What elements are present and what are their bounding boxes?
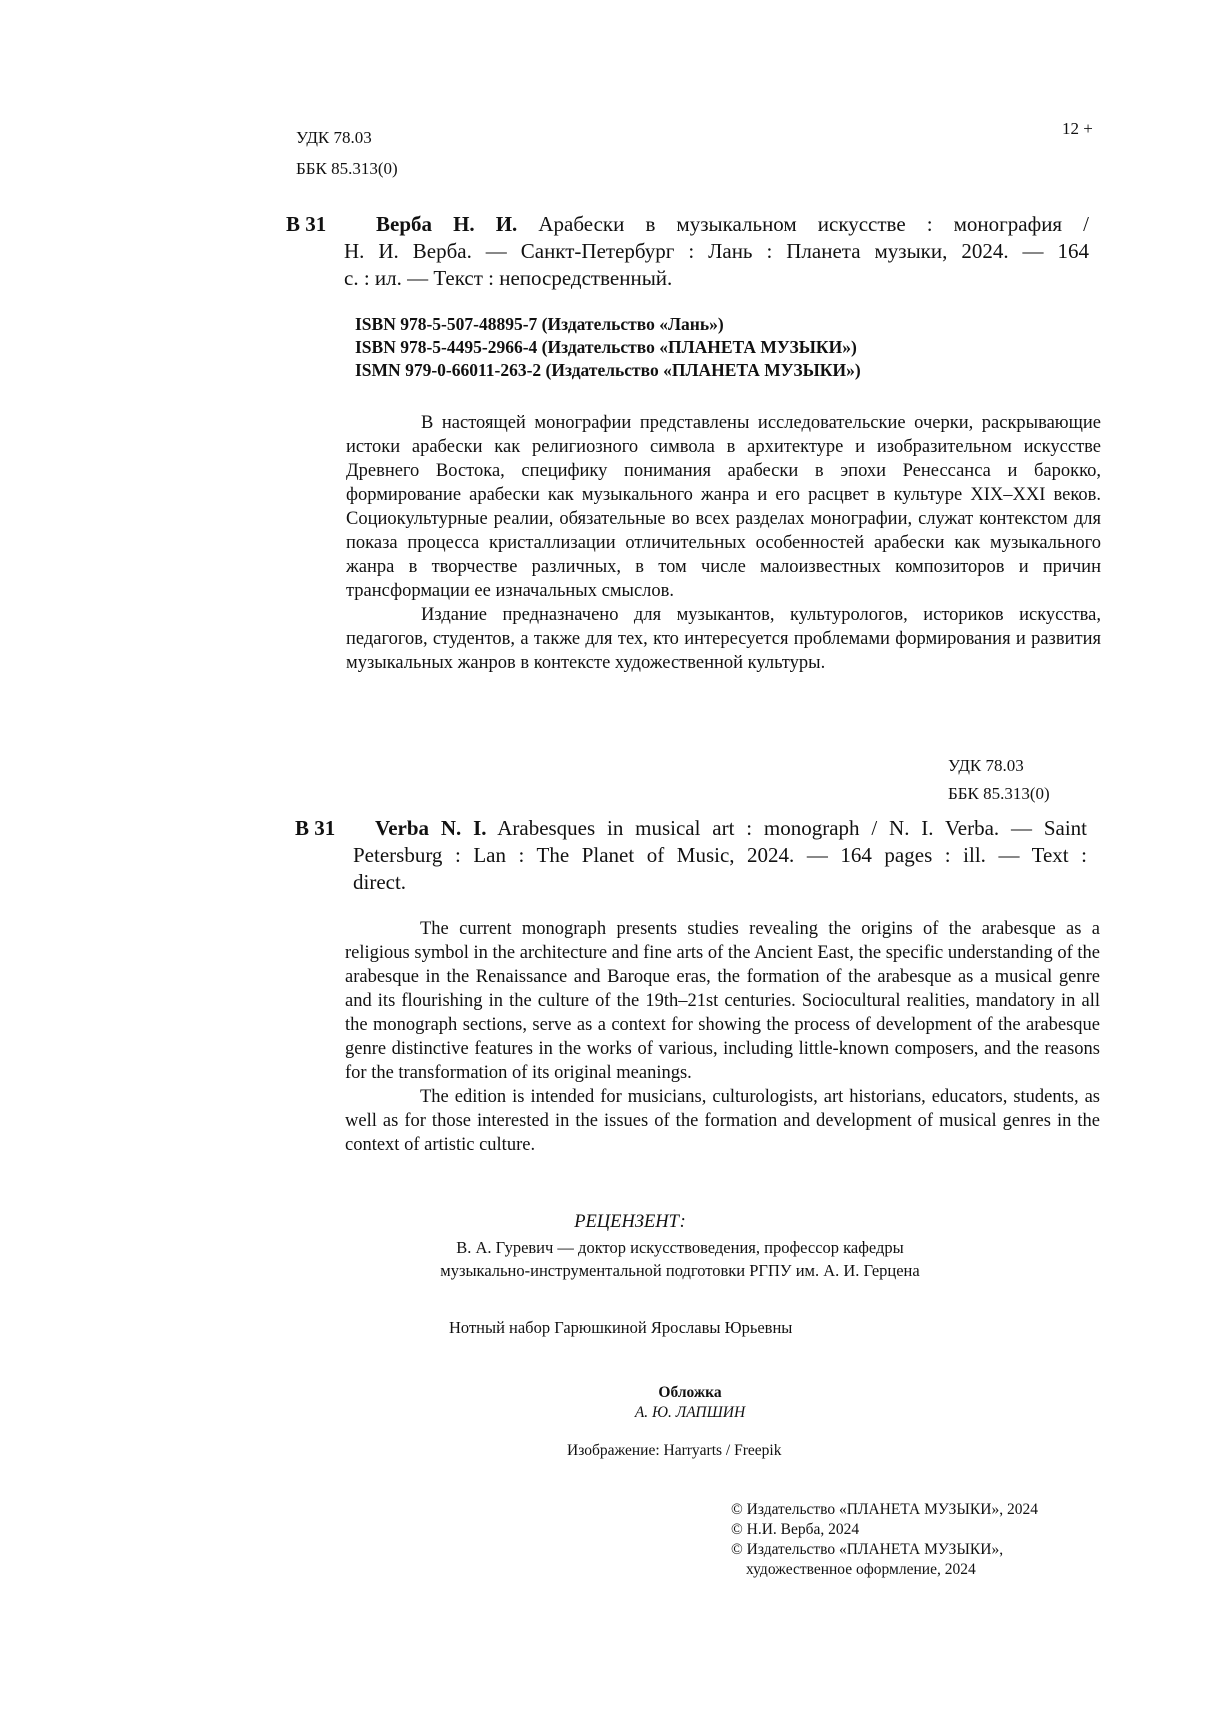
author-en: Verba N. I. — [375, 816, 487, 840]
abstract-en-p2: The edition is intended for musicians, culturologists, art historians, educators, students, as well as for those interested in the issues of the formation and development of musical genres in the context of artistic culture. — [345, 1087, 1100, 1155]
copyright-design-cont: художественное оформление, 2024 — [746, 1561, 976, 1578]
copyright-design: © Издательство «ПЛАНЕТА МУЗЫКИ», — [731, 1541, 1004, 1558]
cipher-en: В 31 — [295, 816, 336, 840]
ismn-planeta: ISMN 979-0-66011-263-2 (Издательство «ПЛАНЕТА МУЗЫКИ») — [355, 360, 861, 380]
abstract-en — [345, 917, 1100, 1157]
reviewer-line1: В. А. Гуревич — доктор искусствоведения, профессор кафедры — [456, 1238, 904, 1257]
udk-en: УДК 78.03 — [948, 756, 1024, 775]
bib-en-line3: direct. — [353, 870, 407, 894]
reviewer-heading: РЕЦЕНЗЕНТ: — [574, 1212, 686, 1232]
bib-record-ru — [376, 211, 1089, 238]
abstract-ru-p2: Издание предназначено для музыкантов, культурологов, историков искусства, педагогов, студентов, а также для тех, кто интересуется проблемами формирования и развития музыкальных жанров в контексте художественной культуры. — [346, 605, 1101, 673]
udk-ru: УДК 78.03 — [296, 128, 372, 147]
reviewer-line2: музыкально-инструментальной подготовки РГПУ им. А. И. Герцена — [440, 1261, 920, 1280]
abstract-ru-p1: В настоящей монографии представлены исследовательские очерки, раскрывающие истоки арабески как религиозного символа в архитектуре и изобразительном искусстве Древнего Востока, специфику понимания арабески в эпохи Ренессанса и барокко, формирование арабески как музыкального жанра и его расцвет в культуре XIX–XXI веков. Социокультурные реалии, обязательные во всех разделах монографии, служат контекстом для показа процесса кристаллизации отличительных особенностей арабески как музыкального жанра в творчестве различных, в том числе малоизвестных композиторов и причин трансформации ее изначальных смыслов. — [346, 413, 1101, 601]
isbn-lan: ISBN 978-5-507-48895-7 (Издательство «Лань») — [355, 314, 724, 334]
cover-designer: А. Ю. ЛАПШИН — [634, 1404, 746, 1421]
abstract-en-p1: The current monograph presents studies revealing the origins of the arabesque as a religious symbol in the architecture and fine arts of the Ancient East, the specific understanding of the arabesque in the Renaissance and Baroque eras, the formation of the arabesque as a musical genre and its flourishing in the culture of the 19th–21st centuries. Sociocultural realities, mandatory in all the monograph sections, serve as a context for showing the process of development of the arabesque genre distinctive features in the works of various, including little-known composers, and the reasons for the transformation of its original meanings. — [345, 919, 1100, 1083]
cover-heading: Обложка — [658, 1384, 722, 1401]
copyright-author: © Н.И. Верба, 2024 — [731, 1521, 860, 1538]
bib-ru-line2: Н. И. Верба. — Санкт-Петербург : Лань : Планета музыки, 2024. — 164 — [344, 239, 1089, 263]
music-typesetting: Нотный набор Гарюшкиной Ярославы Юрьевны — [449, 1318, 793, 1337]
abstract-ru — [346, 411, 1101, 675]
cipher-ru: В 31 — [286, 212, 327, 236]
author-ru: Верба Н. И. — [376, 212, 518, 236]
copyright-block — [731, 1500, 1038, 1580]
bib-ru-title: Арабески в музыкальном искусстве : монография / — [517, 212, 1089, 236]
copyright-publisher: © Издательство «ПЛАНЕТА МУЗЫКИ», 2024 — [731, 1501, 1038, 1518]
bib-en-title: Arabesques in musical art : monograph / N. I. Verba. — Saint — [486, 816, 1087, 840]
age-rating: 12 + — [1062, 119, 1093, 138]
bib-ru-line3: с. : ил. — Текст : непосредственный. — [344, 266, 673, 290]
isbn-block — [355, 313, 861, 382]
isbn-planeta: ISBN 978-5-4495-2966-4 (Издательство «ПЛАНЕТА МУЗЫКИ») — [355, 337, 857, 357]
bib-en-line1 — [375, 815, 1087, 842]
bbk-ru: ББК 85.313(0) — [296, 159, 398, 178]
bib-en-line2: Petersburg : Lan : The Planet of Music, 2024. — 164 pages : ill. — Text : — [353, 843, 1087, 867]
image-credit: Изображение: Harryarts / Freepik — [567, 1442, 782, 1459]
bib-ru-line1 — [376, 211, 1089, 238]
bbk-en: ББК 85.313(0) — [948, 784, 1050, 803]
